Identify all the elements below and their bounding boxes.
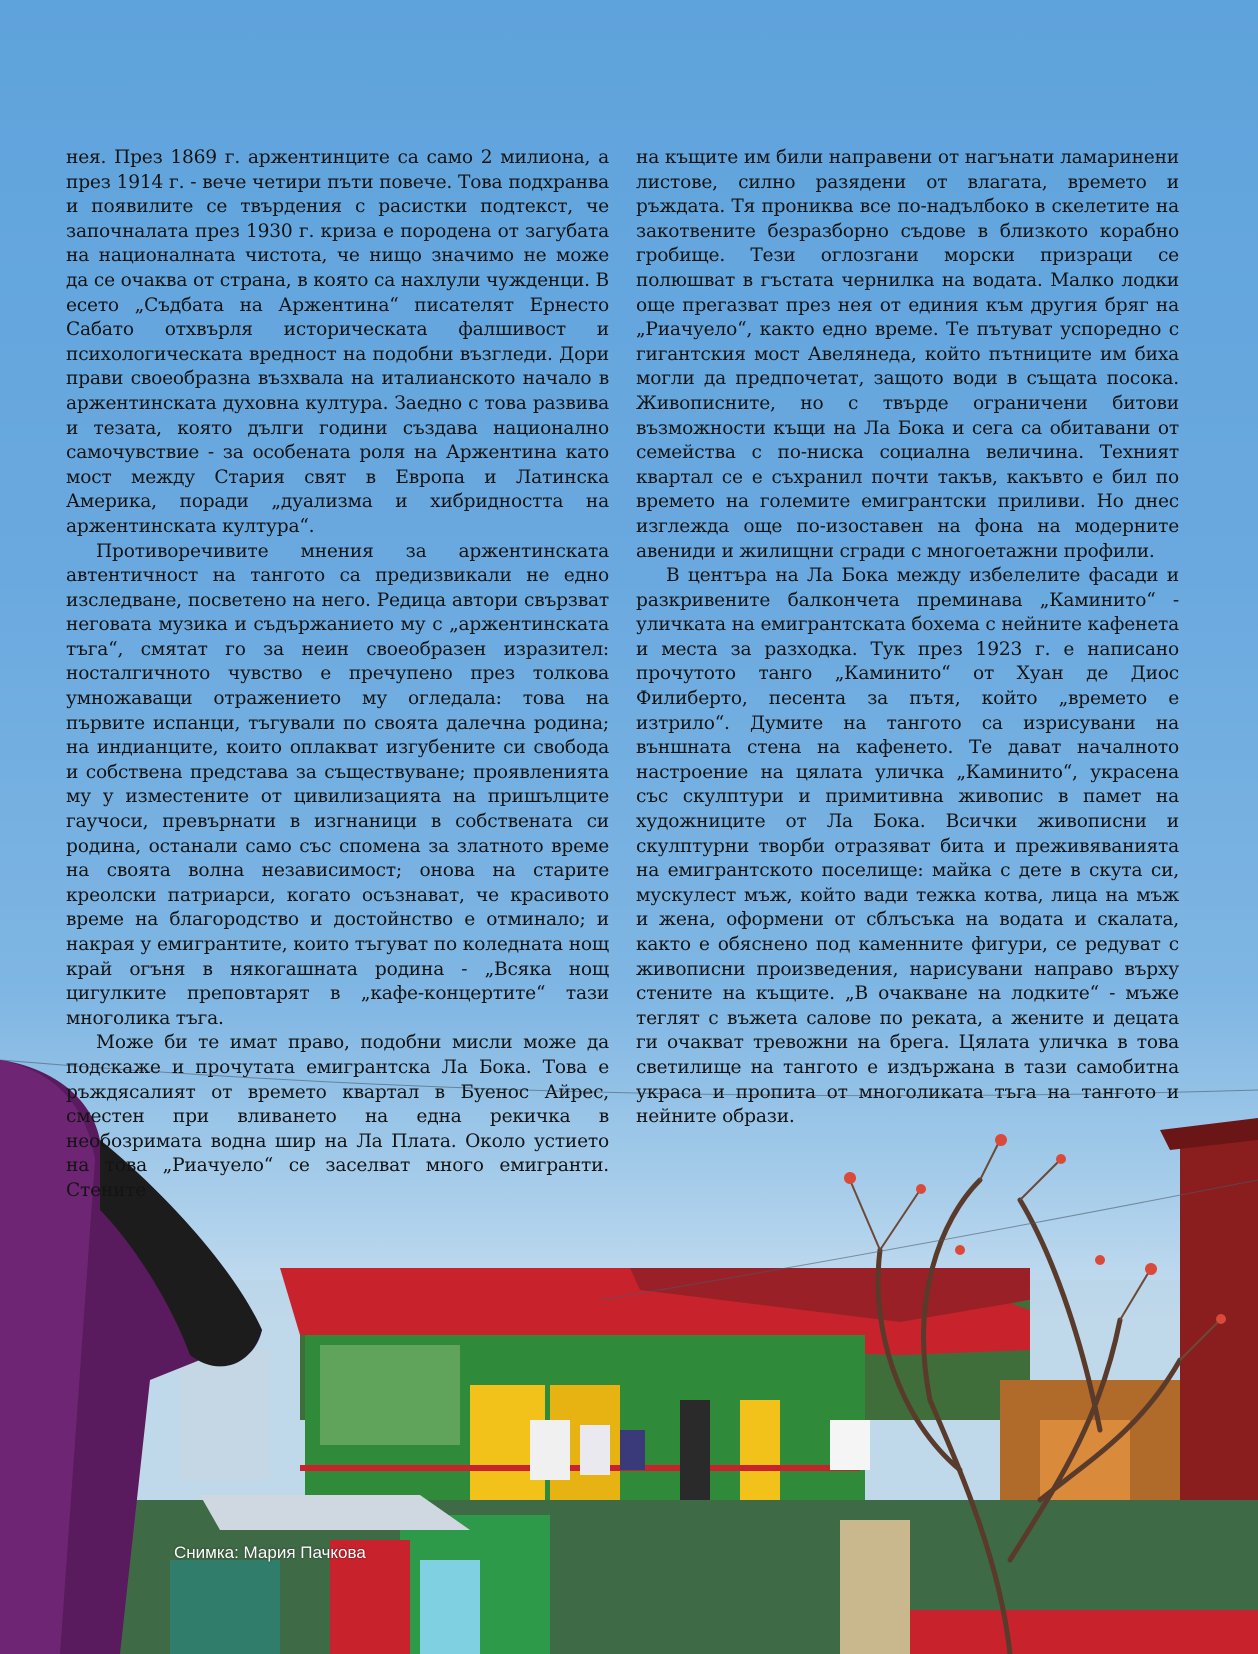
paragraph: нея. През 1869 г. аржентинците са само 2 милиона, а през 1914 г. - вече четири пъти повече. Това подхранва и появилите се твърдения с расистки подтекст, че започналата през 1930 г. криза е породена от загубата на националната чистота, че нищо значимо не може да се очаква от страна, в която са нахлули чужденци. В есето „Съдбата на Аржентина“ писателят Ернесто Сабато отхвърля историческата фалшивост и психологическата вредност на подобни възгледи. Дори прави своеобразна възхвала на италианското начало в аржентинската духовна култура. Заедно с това развива и тезата, която дълги години създава национално самочувствие - за особената роля на Аржентина като мост между Стария свят в Европа и Латинска Америка, поради „дуализма и хибридността на аржентинската култура“. <box>66 147 609 537</box>
paragraph: Може би те имат право, подобни мисли може да подскаже и прочутата емигрантска Ла Бока. Това е ръждясалият от времето квартал в Буенос Айрес, сместен при вливането на една рекичка в необозримата водна шир на Ла Плата. Около устието на това „Риачуело“ се заселват много емигранти. Стените <box>66 1032 609 1201</box>
photo-credit: Снимка: Мария Пачкова <box>174 1543 366 1562</box>
paragraph: на къщите им били направени от нагънати ламаринени листове, силно разядени от влагата, времето и ръждата. Тя прониква все по-надълбоко в скелетите на закотвените безразборно съдове в близкото корабно гробище. Тези оглозгани морски призраци се полюшват в гъстата чернилка на водата. Малко лодки още прегазват през нея от единия към другия бряг на „Риачуело“, както едно време. Те пътуват успоредно с гигантския мост Авелянеда, който пътниците им биха могли да предпочетат, защото води в същата посока. Живописните, но с твърде ограничени битови възможности къщи на Ла Бока и сега са обитавани от семейства с по-ниска социална величина. Техният квартал се е съхранил почти такъв, какъвто е бил по времето на големите емигрантски приливи. Но днес изглежда още по-изоставен на фона на модерните авениди и жилищни сгради с многоетажни профили. <box>636 147 1179 562</box>
article-column-right <box>636 146 1179 1130</box>
paragraph: В центъра на Ла Бока между избелелите фасади и разкривените балкончета преминава „Каминито“ - уличката на емигрантската бохема с нейните кафенета и места за разходка. Тук през 1923 г. е написано прочутото танго „Каминито“ от Хуан де Диос Филиберто, песента за пътя, който „времето е изтрило“. Думите на тангото са изрисувани на външната стена на кафенето. Те дават началното настроение на цялата уличка „Каминито“, украсена със скулптури и примитивна живопис в памет на художниците от Ла Бока. Всички живописни и скулптурни творби отразяват бита и преживяванията на емигрантското поселище: майка с дете в скута си, мускулест мъж, който вади тежка котва, лица на мъж и жена, оформени от сблъсъка на водата и скалата, както е обяснено под каменните фигури, се редуват с живописни произведения, нарисувани направо върху стените на къщите. „В очакване на лодките“ - мъже теглят с въжета салове по реката, а жените и децата ги очакват тревожни на брега. Цялата уличка в това светилище на тангото е издържана в тази самобитна украса и пропита от многоликата тъга на тангото и нейните образи. <box>636 565 1179 1128</box>
article-column-left <box>66 146 609 1204</box>
paragraph: Противоречивите мнения за аржентинската автентичност на тангото са предизвикали не едно изследване, посветено на него. Редица автори свързват неговата музика и съдържанието му с „аржентинската тъга“, смятат го за неин своеобразен изразител: носталгичното чувство е пречупено през толкова умножаващи отражението му огледала: това на първите испанци, тъгували по своята далечна родина; на индианците, които оплакват изгубените си свобода и собствена представа за съществуване; проявленията му у изместените от цивилизацията на пришълците гаучоси, превърнати в изгнаници в собствената си родина, останали само със спомена за златното време на своята волна независимост; онова на старите креолски патриарси, когато осъзнават, че красивото време на благородство и достойнство е отминало; и накрая у емигрантите, които тъгуват по коледната нощ край огъня в някогашната родина - „Всяка нощ цигулките преповтарят в „кафе-концертите“ тази многолика тъга. <box>66 540 609 1029</box>
